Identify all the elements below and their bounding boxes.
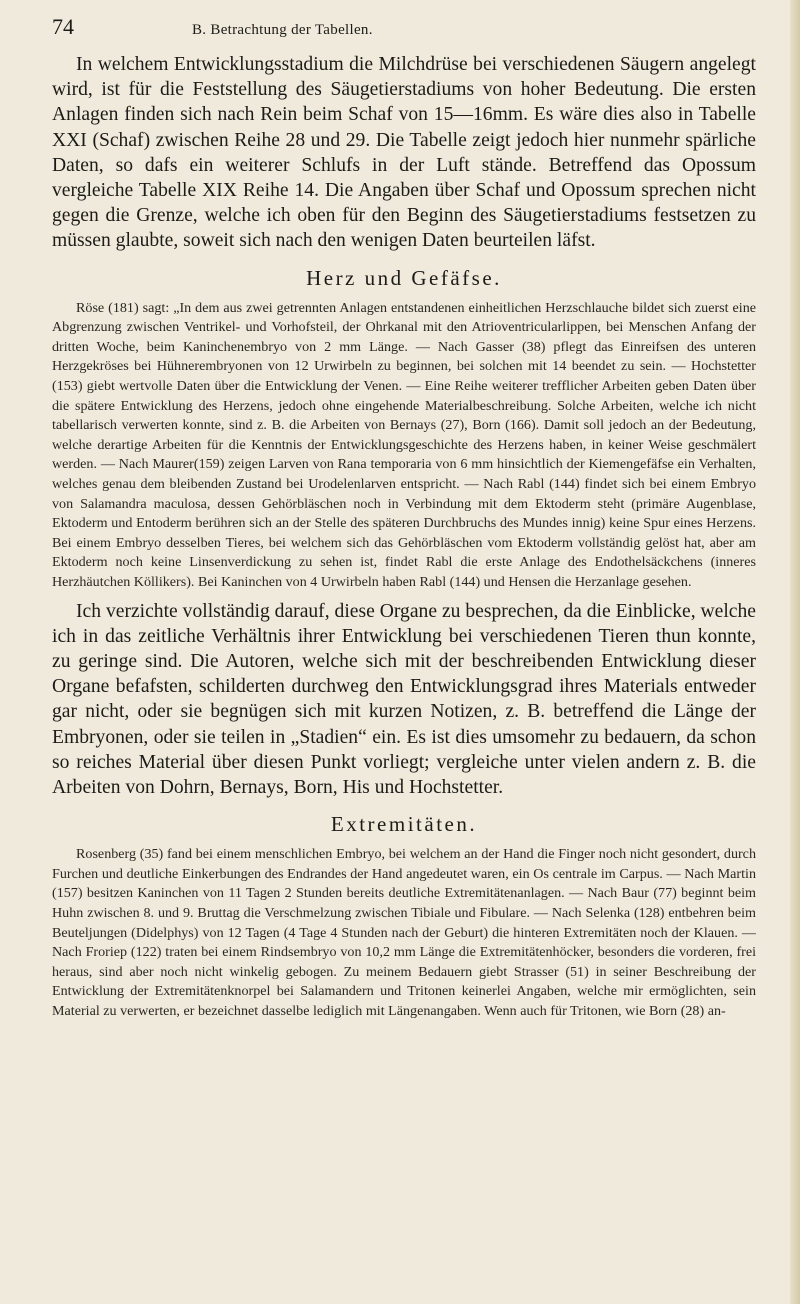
page-edge (790, 0, 800, 1304)
running-head (52, 14, 756, 52)
intro-paragraph: In welchem Entwicklungsstadium die Milchdrüse bei verschiedenen Säugern angelegt wird, ist für die Feststellung des Säugetierstadiums von hoher Bedeutung. Die ersten Anlagen finden sich nach Rein beim Schaf von 15—16mm. Es wäre dies also in Tabelle XXI (Schaf) zwischen Reihe 28 und 29. Die Tabelle zeigt jedoch hier nunmehr spärliche Daten, so dafs ein weiterer Schlufs in der Luft stände. Betreffend das Opossum vergleiche Tabelle XIX Reihe 14. Die Angaben über Schaf und Opossum sprechen nicht gegen die Grenze, welche ich oben für den Beginn des Säugetierstadiums festsetzen zu müssen glaubte, soweit sich nach den wenigen Daten beurteilen läfst. (52, 54, 756, 252)
limbs-citation-paragraph: Rosenberg (35) fand bei einem menschlichen Embryo, bei welchem an der Hand die Finger noch nicht gesondert, durch Furchen und deutliche Einkerbungen des Endrandes der Hand angedeutet waren, ein Os centrale im Carpus. — Nach Martin (157) besitzen Kaninchen von 11 Tagen 2 Stunden bereits deutliche Extremitätenanlagen. — Nach Baur (77) beginnt beim Huhn zwischen 8. und 9. Bruttag die Verschmelzung zwischen Tibiale und Fibulare. — Nach Selenka (128) entbehren beim Beuteljungen (Didelphys) von 12 Tagen (4 Tage 4 Stunden nach der Geburt) die hinteren Extremitäten noch der Klauen. — Nach Froriep (122) traten bei einem Rindsembryo von 10,2 mm Länge die Extremitätenhöcker, besonders die vorderen, frei heraus, sind aber noch nicht winkelig gebogen. Zu meinem Bedauern giebt Strasser (51) in seiner Beschreibung der Entwicklung der Extremitätenknorpel bei Salamandern und Tritonen keinerlei Angaben, welche mir ermöglichten, sein Material zu verwerten, er bezeichnet dasselbe lediglich mit Längenangaben. Wenn auch für Tritonen, wie Born (28) an- (52, 846, 756, 1019)
page-number: 74 (52, 14, 74, 39)
heart-citation-paragraph: Röse (181) sagt: „In dem aus zwei getrennten Anlagen entstandenen einheitlichen Herzschlauche bildet sich zuerst eine Abgrenzung zwischen Ventrikel- und Vorhofsteil, der Ohrkanal mit den Atrioventricularlippen, bei Menschen Anfang der dritten Woche, beim Kaninchenembryo von 2 mm Länge. — Nach Gasser (38) pflegt das Einreifsen des unteren Herzgekröses bei Hühnerembryonen von 12 Urwirbeln zu beginnen, bei solchen mit 14 beendet zu sein. — Hochstetter (153) giebt wertvolle Daten über die Entwicklung der Venen. — Eine Reihe weiterer trefflicher Arbeiten geben Daten über die spätere Entwicklung des Herzens, jedoch ohne eingehende Materialbeschreibung. Solche Arbeiten, welche ich nicht tabellarisch verwerten konnte, sind z. B. die Arbeiten von Bernays (27), Born (166). Damit soll jedoch an der Bedeutung, welche derartige Arbeiten für die Kenntnis der Entwicklungsgeschichte des Herzens haben, in keiner Weise geschmälert werden. — Nach Maurer(159) zeigen Larven von Rana temporaria von 6 mm hinsichtlich der Kiemengefäfse ein Verhalten, welches genau dem bleibenden Zustand bei Urodelenlarven entspricht. — Nach Rabl (144) findet sich bei einem Embryo von Salamandra maculosa, dessen Gehörbläschen noch in Verbindung mit dem Ektoderm steht (primäre Augenblase, Ektoderm und Entoderm berühren sich an der Stelle des späteren Durchbruchs des Mundes innig) keine Spur eines Herzens. Bei einem Embryo desselben Tieres, bei welchem sich das Gehörbläschen vom Ektoderm vollständig gelöst hat, aber am Ektoderm noch keine Linsenverdickung zu sehen ist, findet Rabl die erste Anlage des Endothelsäckchens (inneres Herzhäutchen Köllikers). Bei Kaninchen von 4 Urwirbeln haben Rabl (144) und Hensen die Herzanlage gesehen. (52, 299, 756, 590)
heart-discussion-paragraph: Ich verzichte vollständig darauf, diese Organe zu besprechen, da die Einblicke, welche ich in das zeitliche Verhältnis ihrer Entwicklung bei verschiedenen Tieren thun konnte, zu geringe sind. Die Autoren, welche sich mit der beschreibenden Entwicklung dieser Organe befafsten, schilderten durchweg den Entwicklungsgrad ihres Materials entweder gar nicht, oder sie begnügen sich mit kurzen Notizen, z. B. betreffend die Länge der Embryonen, oder sie teilen in „Stadien“ ein. Es ist dies umsomehr zu bedauern, da schon so reiches Material über diesen Punkt vorliegt; vergleiche unter vielen andern z. B. die Arbeiten von Dohrn, Bernays, Born, His und Hochstetter. (52, 600, 756, 798)
running-title: B. Betrachtung der Tabellen. (192, 22, 373, 38)
book-page (52, 14, 756, 1022)
section-heading-heart: Herz und Gefäfse. (306, 265, 502, 290)
section-heading-limbs: Extremitäten. (330, 812, 478, 837)
